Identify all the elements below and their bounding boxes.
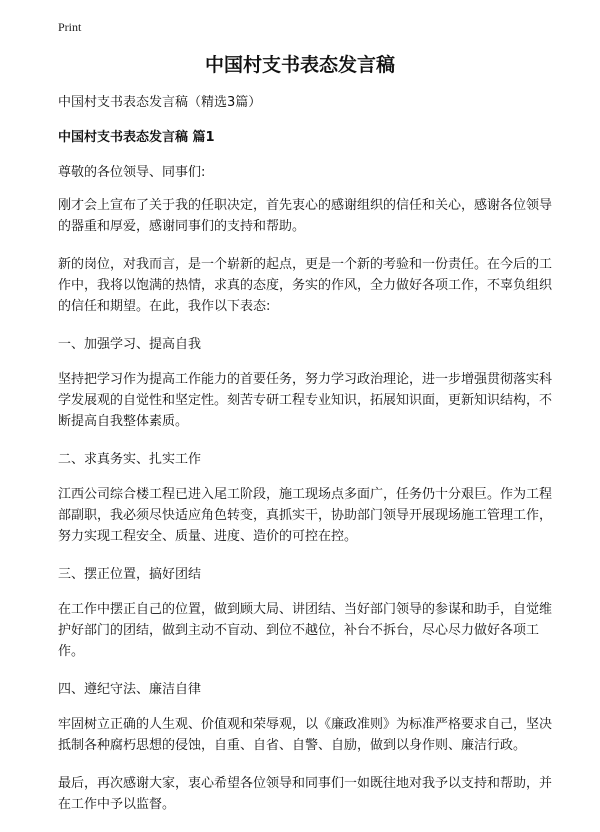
point-heading: 一、加强学习、提高自我 (58, 337, 202, 352)
point-heading: 三、摆正位置，搞好团结 (58, 567, 202, 582)
paragraph: 坚持把学习作为提高工作能力的首要任务，努力学习政治理论，进一步增强贯彻落实科学发展观的自觉性和坚定性。刻苦专研工程专业知识，拓展知识面，更新知识结构，不断提高自我整体素质。 (58, 372, 553, 429)
section-heading: 中国村支书表态发言稿 篇1 (58, 130, 215, 145)
document-body (58, 92, 556, 832)
paragraph: 牢固树立正确的人生观、价值观和荣辱观，以《廉政准则》为标准严格要求自己，坚决抵制各种腐朽思想的侵蚀，自重、自省、自警、自励，做到以身作则、廉洁行政。 (58, 717, 553, 753)
point-heading: 四、遵纪守法、廉洁自律 (58, 682, 202, 697)
document-title: 中国村支书表态发言稿 (204, 54, 395, 76)
paragraph-closing: 最后，再次感谢大家，衷心希望各位领导和同事们一如既往地对我予以支持和帮助，并在工作中予以监督。 (58, 776, 553, 812)
paragraph: 刚才会上宣布了关于我的任职决定，首先衷心的感谢组织的信任和关心，感谢各位领导的器重和厚爱，感谢同事们的支持和帮助。 (58, 198, 553, 234)
paragraph: 江西公司综合楼工程已进入尾工阶段，施工现场点多面广，任务仍十分艰巨。作为工程部副职，我必须尽快适应角色转变，真抓实干，协助部门领导开展现场施工管理工作，努力实现工程安全、质量、进度、造价的可控在控。 (58, 487, 553, 544)
paragraph-greeting: 尊敬的各位领导、同事们: (58, 165, 206, 180)
print-label: Print (58, 20, 82, 34)
document-subtitle: 中国村支书表态发言稿（精选3篇） (58, 95, 262, 110)
paragraph: 新的岗位，对我而言，是一个崭新的起点，更是一个新的考验和一份责任。在今后的工作中，我将以饱满的热情，求真的态度，务实的作风，全力做好各项工作，不辜负组织的信任和期望。在此，我作以下表态: (58, 257, 553, 314)
point-heading: 二、求真务实、扎实工作 (58, 452, 202, 467)
paragraph: 在工作中摆正自己的位置，做到顾大局、讲团结、当好部门领导的参谋和助手，自觉维护好部门的团结，做到主动不盲动、到位不越位，补台不拆台，尽心尽力做好各项工作。 (58, 602, 553, 659)
